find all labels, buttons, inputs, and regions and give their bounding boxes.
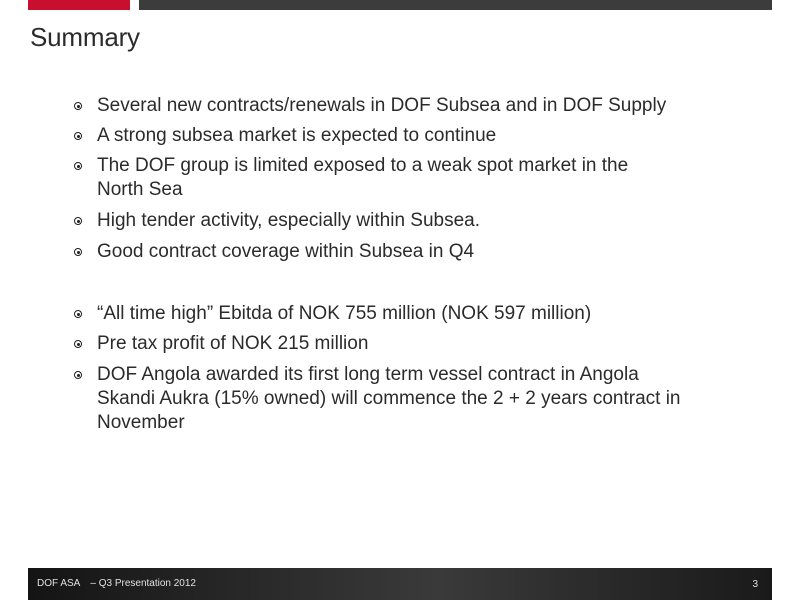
bullet-text: Pre tax profit of NOK 215 million bbox=[97, 333, 369, 354]
footer-company: DOF ASA bbox=[37, 578, 81, 589]
circle-bullet-icon bbox=[74, 102, 82, 110]
bullet-text: The DOF group is limited exposed to a weak spot market in the North Sea bbox=[97, 155, 629, 200]
slide-title: Summary bbox=[30, 22, 140, 52]
circle-bullet-icon bbox=[74, 132, 82, 140]
bullet-text: “All time high” Ebitda of NOK 755 million (NOK 597 million) bbox=[97, 303, 592, 324]
bullet-text: High tender activity, especially within Subsea. bbox=[97, 210, 481, 231]
circle-bullet-icon bbox=[74, 217, 82, 225]
bullet-text: A strong subsea market is expected to continue bbox=[97, 125, 497, 146]
circle-bullet-icon bbox=[74, 371, 82, 379]
circle-bullet-icon bbox=[74, 310, 82, 318]
footer-presentation: – Q3 Presentation 2012 bbox=[90, 578, 196, 589]
bullet-text: Several new contracts/renewals in DOF Subsea and in DOF Supply bbox=[97, 95, 667, 116]
footer-bar bbox=[28, 568, 772, 600]
footer-caption bbox=[37, 578, 204, 589]
circle-bullet-icon bbox=[74, 162, 82, 170]
circle-bullet-icon bbox=[74, 340, 82, 348]
top-accent-bar-red bbox=[28, 0, 130, 10]
bullet-text: Good contract coverage within Subsea in Q4 bbox=[97, 241, 475, 262]
bullet-text: DOF Angola awarded its first long term vessel contract in Angola Skandi Aukra (15% owned) will commence the 2 + 2 years contract in November bbox=[97, 364, 681, 433]
top-accent-bar-dark bbox=[139, 0, 772, 10]
page-number: 3 bbox=[752, 579, 758, 590]
circle-bullet-icon bbox=[74, 248, 82, 256]
